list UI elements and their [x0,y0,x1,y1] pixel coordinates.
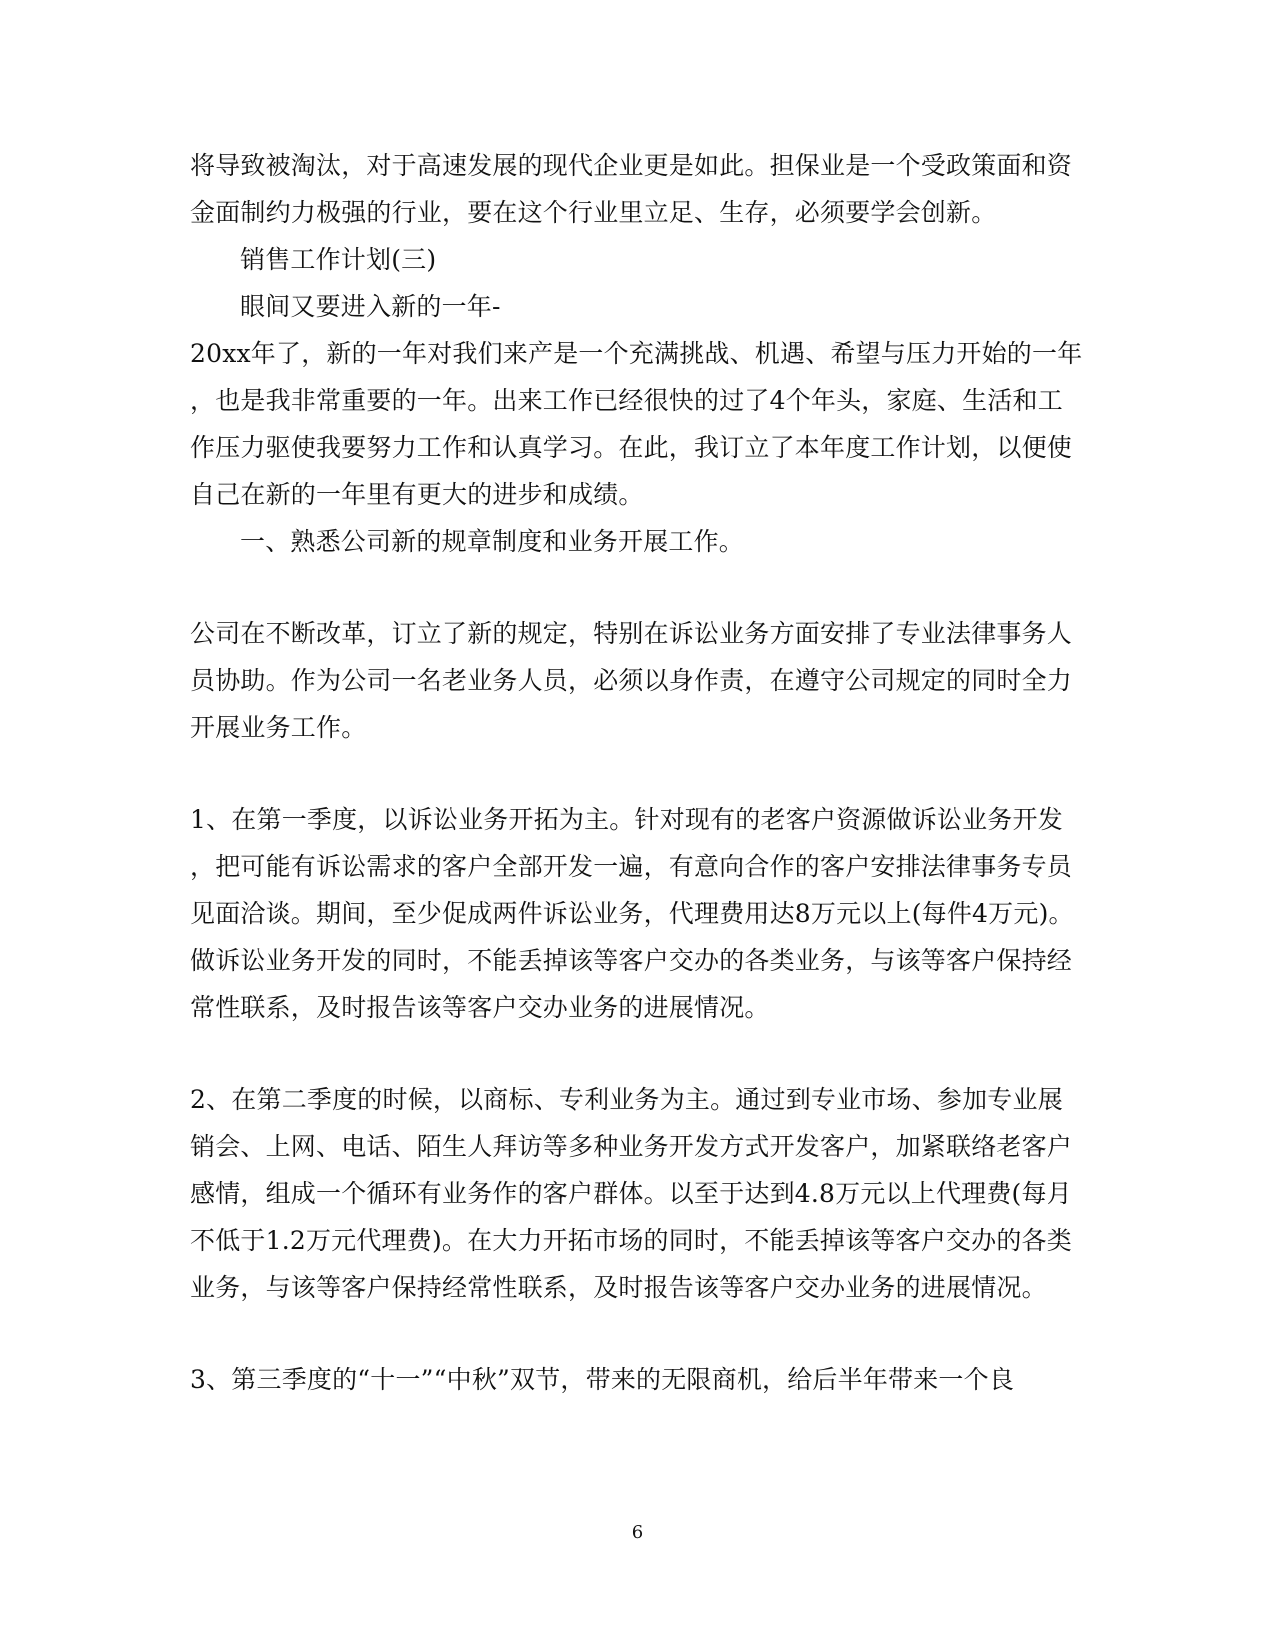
section-heading: 一、熟悉公司新的规章制度和业务开展工作。 [240,527,745,556]
section-heading: 销售工作计划(三) [240,245,437,274]
text-line: 感情，组成一个循环有业务作的客户群体。以至于达到4.8万元以上代理费(每月 [190,1179,1072,1208]
text-line: ，也是我非常重要的一年。出来工作已经很快的过了4个年头，家庭、生活和工 [190,386,1063,415]
text-line: 销会、上网、电话、陌生人拜访等多种业务开发方式开发客户，加紧联络老客户 [190,1132,1073,1161]
text-line: 做诉讼业务开发的同时，不能丢掉该等客户交办的各类业务，与该等客户保持经 [190,946,1073,975]
text-line: 公司在不断改革，订立了新的规定，特别在诉讼业务方面安排了专业法律事务人 [190,619,1073,648]
text-line: 开展业务工作。 [190,713,367,742]
text-line: 不低于1.2万元代理费)。在大力开拓市场的同时，不能丢掉该等客户交办的各类 [190,1226,1072,1255]
text-line: 业务，与该等客户保持经常性联系，及时报告该等客户交办业务的进展情况。 [190,1273,1047,1302]
text-line: 金面制约力极强的行业，要在这个行业里立足、生存，必须要学会创新。 [190,198,997,227]
text-line: 3、第三季度的“十一”“中秋”双节，带来的无限商机，给后半年带来一个良 [190,1365,1015,1394]
text-line: 1、在第一季度，以诉讼业务开拓为主。针对现有的老客户资源做诉讼业务开发 [190,805,1063,834]
text-line: 见面洽谈。期间，至少促成两件诉讼业务，代理费用达8万元以上(每件4万元)。 [190,899,1074,928]
text-line: 眼间又要进入新的一年- [240,292,501,321]
text-line: 将导致被淘汰，对于高速发展的现代企业更是如此。担保业是一个受政策面和资 [190,151,1073,180]
page-number: 6 [631,1522,644,1543]
text-line: 员协助。作为公司一名老业务人员，必须以身作责，在遵守公司规定的同时全力 [190,666,1073,695]
text-line: 自己在新的一年里有更大的进步和成绩。 [190,480,644,509]
text-line: 常性联系，及时报告该等客户交办业务的进展情况。 [190,993,770,1022]
text-line: 2、在第二季度的时候，以商标、专利业务为主。通过到专业市场、参加专业展 [190,1085,1063,1114]
text-line: 作压力驱使我要努力工作和认真学习。在此，我订立了本年度工作计划，以便使 [190,433,1073,462]
text-line: 20xx年了，新的一年对我们来产是一个充满挑战、机遇、希望与压力开始的一年 [190,339,1083,368]
text-line: ，把可能有诉讼需求的客户全部开发一遍，有意向合作的客户安排法律事务专员 [190,852,1073,881]
